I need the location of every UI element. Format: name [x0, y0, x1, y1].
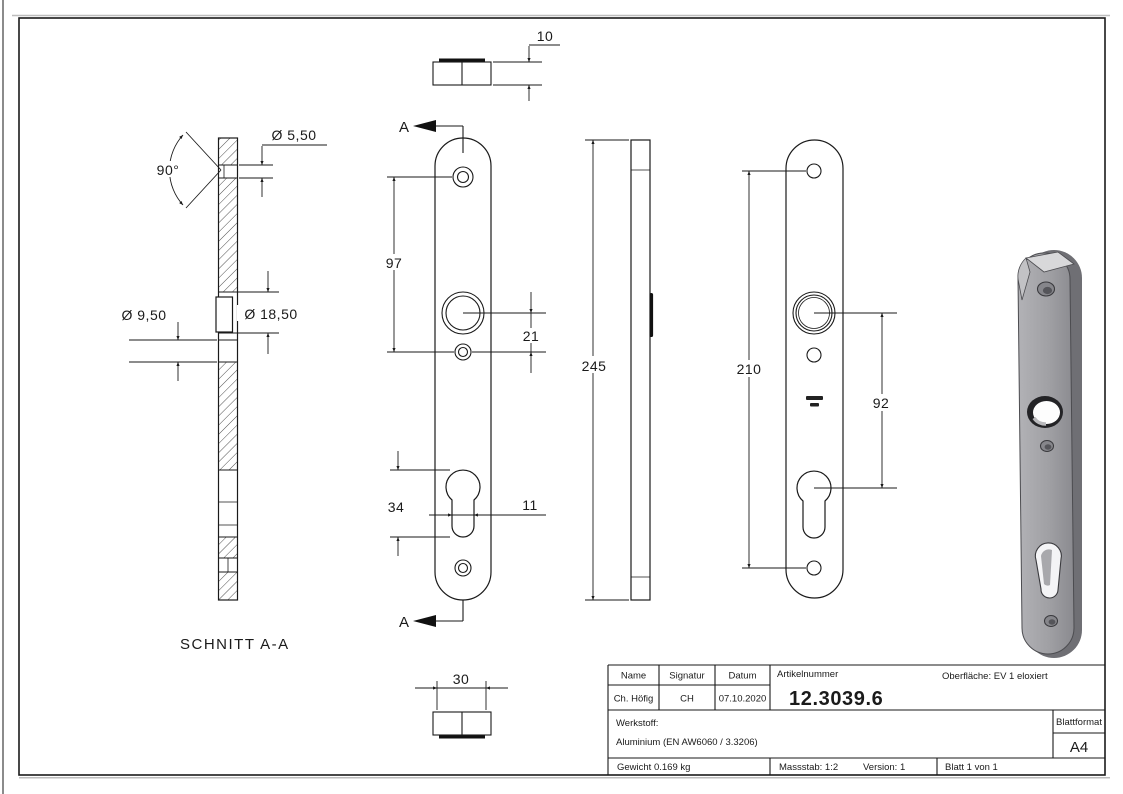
- section-marker-bottom-label: A: [398, 614, 410, 631]
- werkstoff-label: Werkstoff:: [616, 718, 659, 729]
- version-text: Version: 1: [863, 762, 906, 773]
- name-value: Ch. Höfig: [613, 693, 654, 705]
- dim-recess-text: Ø 18,50: [244, 306, 298, 322]
- dim-hole-text: Ø 9,50: [121, 307, 167, 323]
- dim-210-text: 210: [736, 361, 762, 377]
- dim-97-text: 97: [385, 255, 403, 271]
- cylinder-bushing: [216, 297, 233, 332]
- title-block: [608, 665, 1105, 775]
- section-view-title: SCHNITT A-A: [180, 636, 290, 653]
- dim-countersink: [239, 127, 327, 197]
- dim-hole: [121, 307, 217, 381]
- name-header: Name: [620, 670, 647, 682]
- datum-header: Datum: [728, 670, 757, 682]
- artikelnummer-label: Artikelnummer: [777, 669, 839, 680]
- stamp-mark: [806, 396, 823, 400]
- massstab-text: Massstab: 1:2: [779, 762, 839, 773]
- dim-245-text: 245: [581, 358, 607, 374]
- dim-thickness: [493, 28, 560, 101]
- blattformat-label: Blattformat: [1056, 717, 1102, 728]
- signatur-value: CH: [680, 693, 694, 705]
- datum-value: 07.10.2020: [718, 693, 767, 705]
- blattformat-value: A4: [1069, 739, 1089, 756]
- dim-90deg: [152, 132, 221, 208]
- section-marker-top-label: A: [398, 119, 410, 136]
- werkstoff-value: Aluminium (EN AW6060 / 3.3206): [616, 737, 758, 748]
- oberflaeche-text: Oberfläche: EV 1 eloxiert: [942, 671, 1048, 682]
- dim-thickness-text: 10: [536, 28, 554, 44]
- blatt-text: Blatt 1 von 1: [945, 762, 998, 773]
- signatur-header: Signatur: [669, 670, 705, 682]
- stamp-mark-line2: [810, 403, 819, 407]
- gewicht-text: Gewicht 0.169 kg: [617, 762, 691, 773]
- cylinder-collar-profile: [650, 293, 654, 337]
- dim-34-text: 34: [387, 499, 405, 515]
- dim-length: [577, 140, 629, 600]
- dim-recess: [237, 271, 304, 354]
- front-view: [381, 119, 546, 631]
- dim-countersink-text: Ø 5,50: [271, 127, 317, 143]
- section-view: [121, 127, 327, 653]
- dim-21-text: 21: [522, 328, 540, 344]
- side-view: [577, 140, 653, 600]
- section-marker-bottom: [399, 600, 463, 631]
- artikelnummer-value: 12.3039.6: [789, 688, 884, 710]
- rear-view: [732, 140, 897, 598]
- dim-width-text: 30: [452, 671, 470, 687]
- dim-11-text: 11: [522, 497, 538, 513]
- dim-92-text: 92: [872, 395, 890, 411]
- dim-width: [415, 671, 508, 710]
- top-view: [433, 28, 560, 101]
- bottom-view: [415, 671, 508, 737]
- dim-angle-text: 90°: [156, 162, 180, 178]
- render-3d: [1018, 250, 1082, 658]
